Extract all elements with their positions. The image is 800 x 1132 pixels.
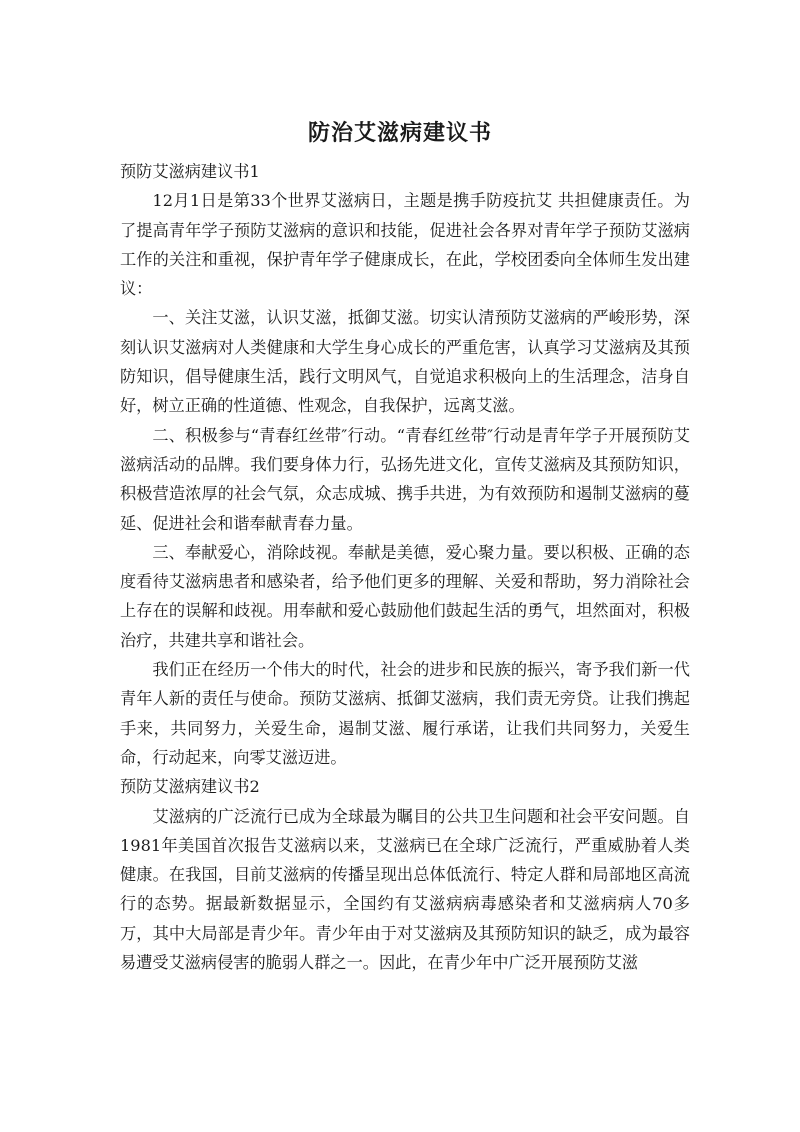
document-title: 防治艾滋病建议书 [307,120,492,146]
section-heading: 预防艾滋病建议书1 [120,162,260,181]
document-body [120,157,690,977]
section-heading: 预防艾滋病建议书2 [120,777,260,797]
paragraph: 12月1日是第33个世界艾滋病日，主题是携手防疫抗艾 共担健康责任。为了提高青年学子预防艾滋病的意识和技能，促进社会各界对青年学子预防艾滋病工作的关注和重视，保护青年学子健康成长，在此，学校团委向全体师生发出建议： [120,191,690,299]
paragraph: 二、积极参与“青春红丝带″行动。“青春红丝带″行动是青年学子开展预防艾滋病活动的品牌。我们要身体力行，弘扬先进文化，宣传艾滋病及其预防知识，积极营造浓厚的社会气氛，众志成城、携手共进，为有效预防和遏制艾滋病的蔓延、促进社会和谐奉献青春力量。 [120,425,690,533]
paragraph: 三、奉献爱心，消除歧视。奉献是美德，爱心聚力量。要以积极、正确的态度看待艾滋病患者和感染者，给予他们更多的理解、关爱和帮助，努力消除社会上存在的误解和歧视。用奉献和爱心鼓励他们鼓起生活的勇气，坦然面对，积极治疗，共建共享和谐社会。 [120,542,690,650]
paragraph: 我们正在经历一个伟大的时代，社会的进步和民族的振兴，寄予我们新一代青年人新的责任与使命。预防艾滋病、抵御艾滋病，我们责无旁贷。让我们携起手来，共同努力，关爱生命，遏制艾滋、履行承诺，让我们共同努力，关爱生命，行动起来，向零艾滋迈进。 [120,660,690,767]
paragraph: 一、关注艾滋，认识艾滋，抵御艾滋。切实认清预防艾滋病的严峻形势，深刻认识艾滋病对人类健康和大学生身心成长的严重危害，认真学习艾滋病及其预防知识，倡导健康生活，践行文明风气，自觉追求积极向上的生活理念，洁身自好，树立正确的性道德、性观念，自我保护，远离艾滋。 [120,308,690,416]
paragraph: 艾滋病的广泛流行已成为全球最为瞩目的公共卫生问题和社会平安问题。自1981年美国首次报告艾滋病以来，艾滋病已在全球广泛流行，严重威胁着人类健康。在我国，目前艾滋病的传播呈现出总体低流行、特定人群和局部地区高流行的态势。据最新数据显示，全国约有艾滋病病毒感染者和艾滋病病人70多万，其中大局部是青少年。青少年由于对艾滋病及其预防知识的缺乏，成为最容易遭受艾滋病侵害的脆弱人群之一。因此，在青少年中广泛开展预防艾滋 [120,806,690,973]
